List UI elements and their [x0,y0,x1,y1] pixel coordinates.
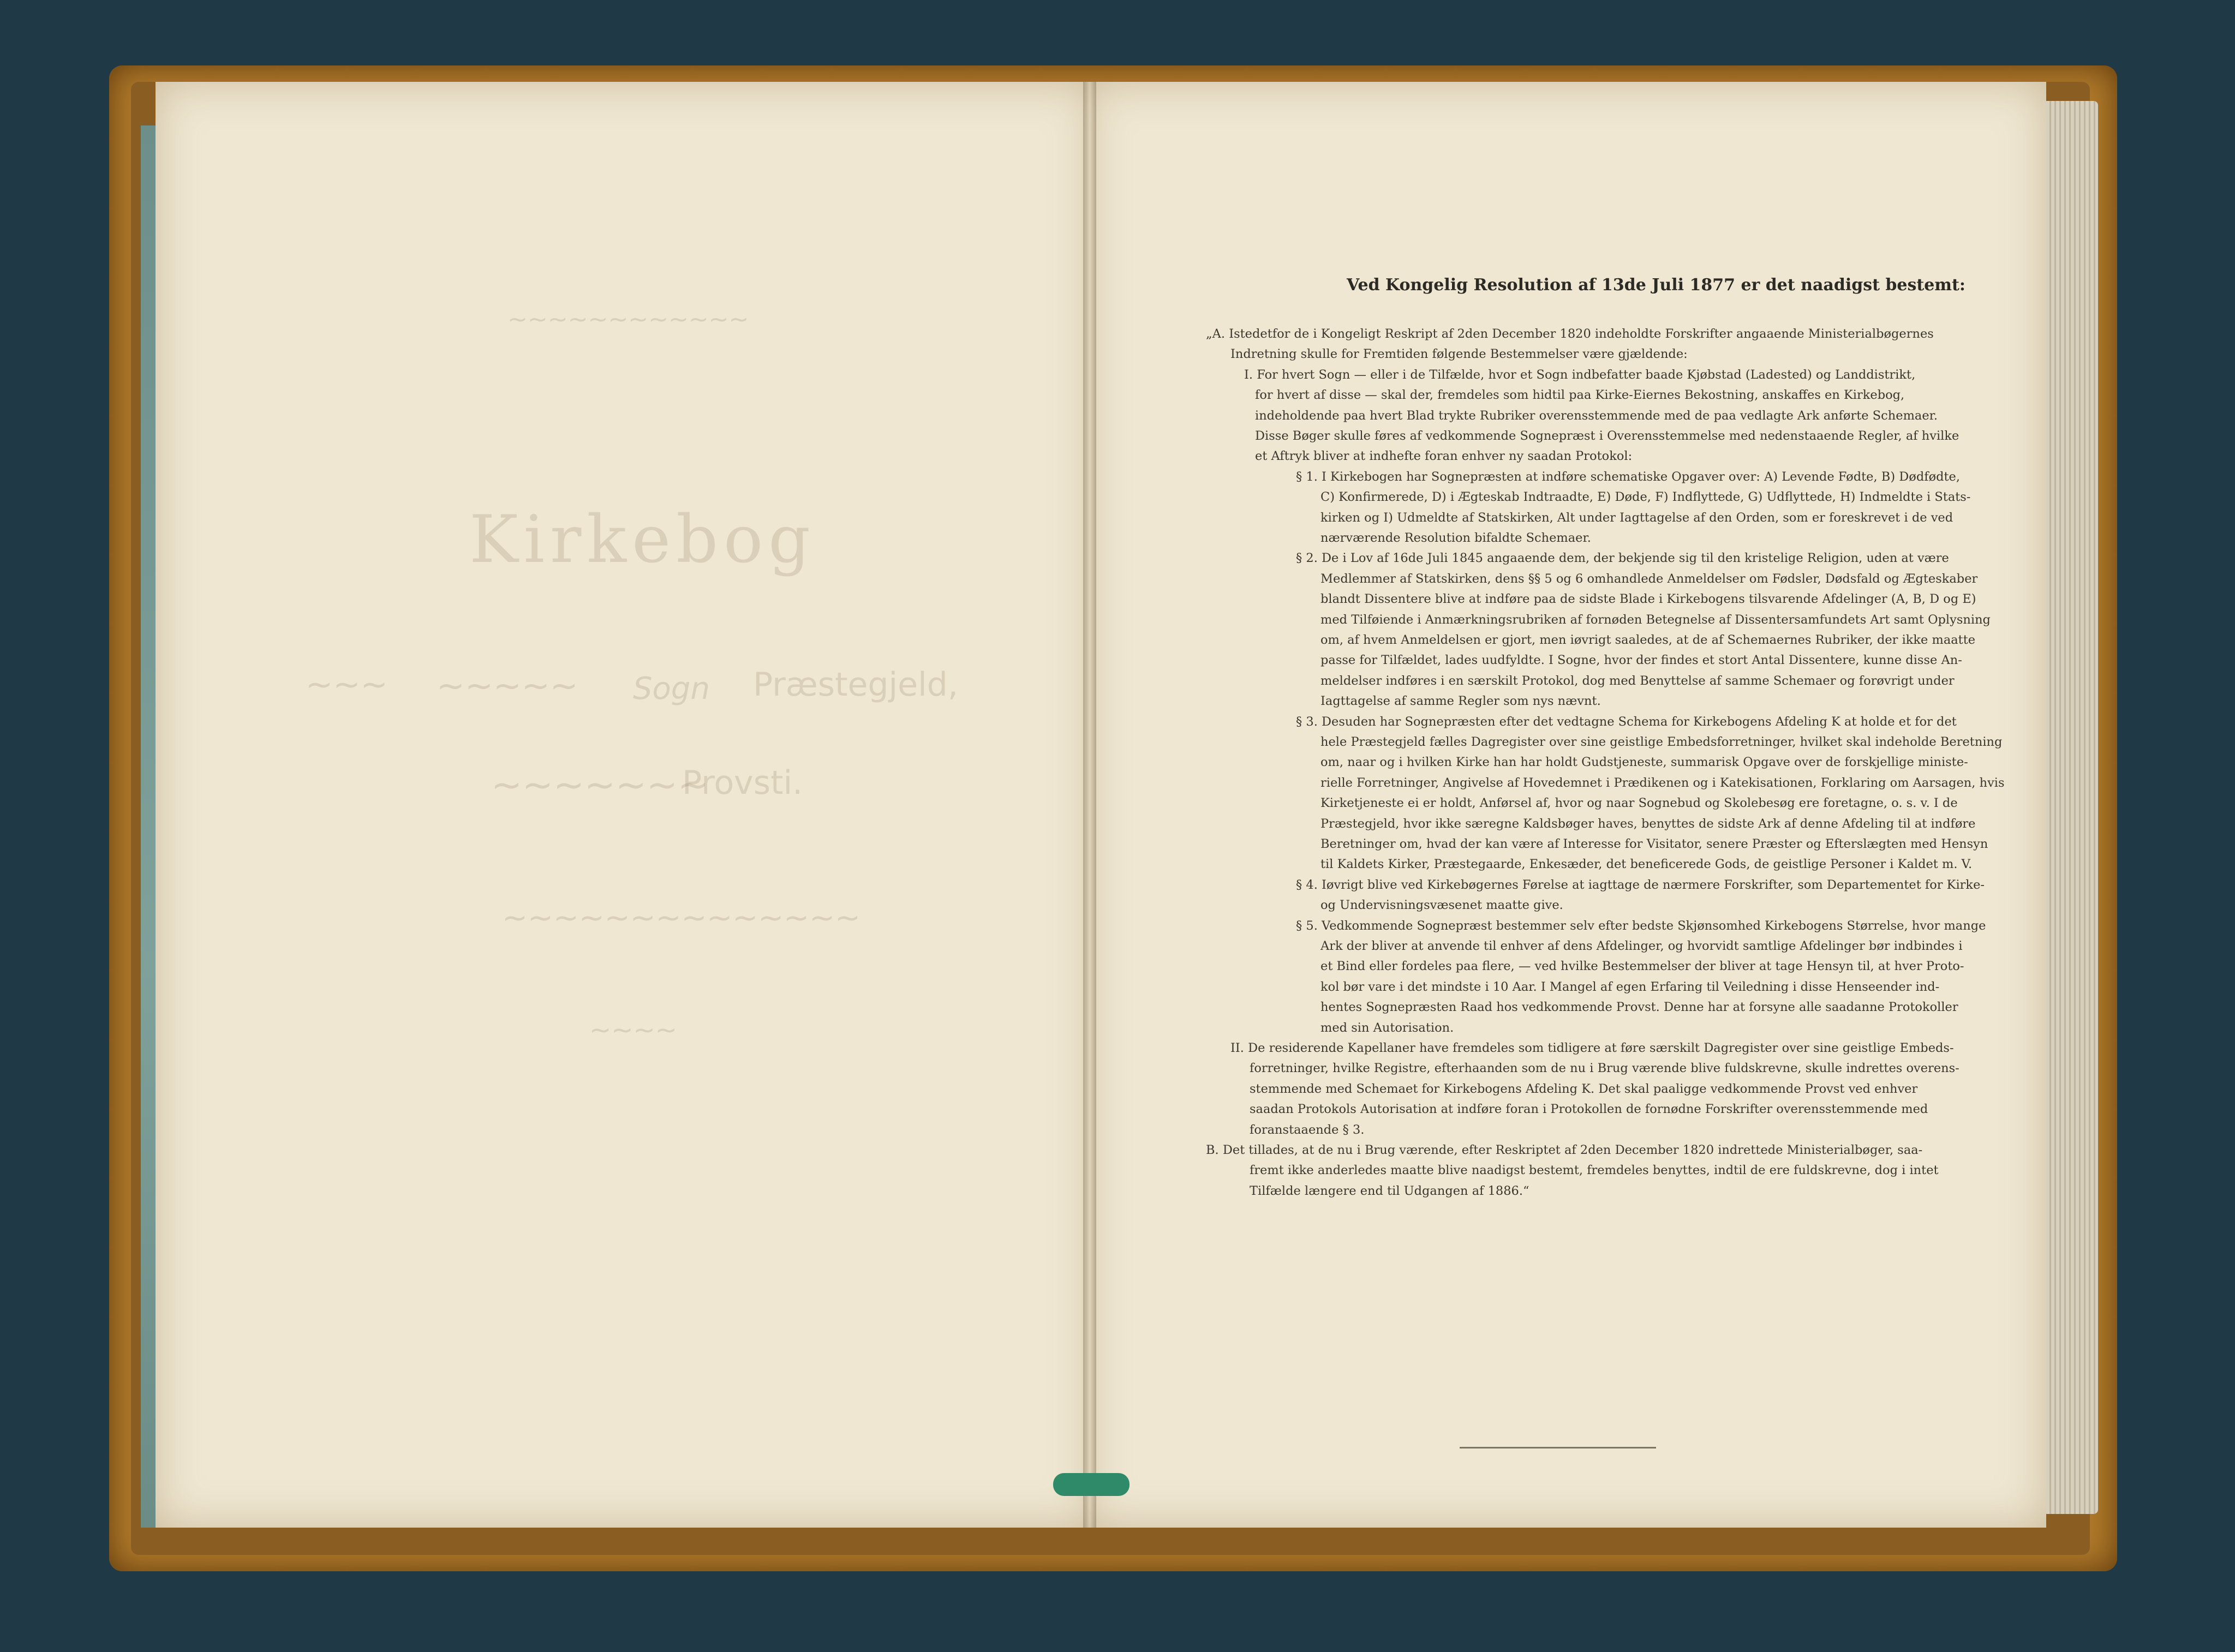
book-gutter [1083,82,1096,1528]
text-line: nærværende Resolution bifaldte Schemaer. [1320,531,1591,545]
provsti-label: Provsti. [682,764,803,802]
text-line: med Tilføiende i Anmærkningsrubriken af fornøden Betegnelse af Dissentersamfundets Art samt Oplysning [1320,613,1991,627]
faint-handwriting-2: ~~~~~ [437,666,578,705]
praestegjeld-label: Præstegjeld, [753,666,958,704]
text-line: indeholdende paa hvert Blad trykte Rubriker overensstemmende med de paa vedlagte Ark anførte Schemaer. [1255,409,1938,423]
text-line: II. De residerende Kapellaner have fremdeles som tidligere at føre særskilt Dagregister over sine geistlige Embeds- [1230,1041,1954,1055]
closing-rule [1460,1447,1656,1449]
text-line: foranstaaende § 3. [1250,1123,1365,1137]
text-line: I. For hvert Sogn — eller i de Tilfælde, hvor et Sogn indbefatter baade Kjøbstad (Ladested) og Landdistrikt, [1244,368,1916,382]
text-line: for hvert af disse — skal der, fremdeles som hidtil paa Kirke-Eiernes Bekostning, anskaffes en Kirkebog, [1255,388,1905,402]
text-line: et Bind eller fordeles paa flere, — ved hvilke Bestemmelser der bliver at tage Hensyn til, at hver Proto- [1320,959,1964,973]
text-line: til Kaldets Kirker, Præstegaarde, Enkesæder, det beneficerede Gods, de geistlige Personer i Kaldet m. V. [1320,857,1973,871]
text-line: „A. Istedetfor de i Kongeligt Reskript af 2den December 1820 indeholdte Forskrifter angaaende Ministerialbøgernes [1206,327,1934,341]
text-line: kol bør vare i det mindste i 10 Aar. I Mangel af egen Erfaring til Veiledning i disse Henseender ind- [1320,980,1940,994]
text-line: B. Det tillades, at de nu i Brug værende, efter Reskriptet af 2den December 1820 indrettede Ministerialbøger, saa- [1206,1143,1923,1157]
text-line: stemmende med Schemaet for Kirkebogens Afdeling K. Det skal paaligge vedkommende Provst ved enhver [1250,1082,1918,1096]
text-line: Disse Bøger skulle føres af vedkommende Sognepræst i Overensstemmelse med nedenstaaende Regler, af hvilke [1255,429,1959,443]
text-line: Indretning skulle for Fremtiden følgende Bestemmelser være gjældende: [1230,347,1688,361]
text-line: § 1. I Kirkebogen har Sognepræsten at indføre schematiske Opgaver over: A) Levende Fødte, B) Dødfødte, [1296,470,1961,484]
page-edges [2046,101,2098,1514]
faint-handwriting-top: ~~~~~~~~~~~~ [507,306,749,333]
sogn-label: Sogn [633,671,710,707]
text-line: og Undervisningsvæsenet maatte give. [1320,898,1563,912]
faint-handwriting-3: ~~~~~~~ [491,764,709,807]
faint-handwriting-1: ~~~ [306,666,388,704]
text-line: forretninger, hvilke Registre, efterhaanden som de nu i Brug værende blive fuldskrevne, skulle indrettes overens- [1250,1061,1959,1075]
text-line: om, af hvem Anmeldelsen er gjort, men iøvrigt saaledes, at de af Schemaernes Rubriker, der ikke maatte [1320,633,1976,647]
text-line: Præstegjeld, hvor ikke særegne Kaldsbøger haves, benyttes de sidste Ark af denne Afdeling til at indføre [1320,817,1976,831]
text-line: Ark der bliver at anvende til enhver af dens Afdelinger, og hvorvidt samtlige Afdelinger bør indbindes i [1320,939,1963,953]
text-line: Medlemmer af Statskirken, dens §§ 5 og 6 omhandlede Anmeldelser om Fødsler, Dødsfald og Ægteskaber [1320,572,1978,586]
text-line: Beretninger om, hvad der kan være af Interesse for Visitator, senere Præster og Efterslægten med Hensyn [1320,837,1988,851]
text-line: kirken og I) Udmeldte af Statskirken, Alt under Iagttagelse af den Orden, som er foreskrevet i de ved [1320,511,1953,525]
text-line: rielle Forretninger, Angivelse af Hovedemnet i Prædikenen og i Katekisationen, Forklaring om Aarsagen, hvis [1320,776,2005,790]
text-line: et Aftryk bliver at indhefte foran enhver ny saadan Protokol: [1255,449,1633,463]
text-line: § 4. Iøvrigt blive ved Kirkebøgernes Førelse at iagttage de nærmere Forskrifter, som Departementet for Kirke- [1296,878,1985,892]
left-page-title: Kirkebog [469,502,816,578]
resolution-title: Ved Kongelig Resolution af 13de Juli 1877 er det naadigst bestemt: [1347,276,1965,295]
text-line: hele Præstegjeld fælles Dagregister over sine geistlige Embedsforretninger, hvilket skal indeholde Beretning [1320,735,2003,749]
text-line: om, naar og i hvilken Kirke han har holdt Gudstjeneste, summarisk Opgave over de forskjellige ministe- [1320,755,1968,769]
binding-thread [1053,1473,1130,1496]
text-line: C) Konfirmerede, D) i Ægteskab Indtraadte, E) Døde, F) Indflyttede, G) Udflyttede, H) Indmeldte i Stats- [1320,490,1971,504]
text-line: Tilfælde længere end til Udgangen af 1886.“ [1250,1184,1529,1198]
text-line: meldelser indføres i en særskilt Protokol, dog med Benyttelse af samme Schemaer og forøvrigt under [1320,674,1955,688]
faint-handwriting-4: ~~~~~~~~~~~~~~ [502,900,860,936]
faint-handwriting-5: ~~~~ [589,1015,677,1045]
text-line: fremt ikke anderledes maatte blive naadigst bestemt, fremdeles benyttes, indtil de ere fuldskrevne, dog i intet [1250,1163,1939,1177]
text-line: § 5. Vedkommende Sognepræst bestemmer selv efter bedste Skjønsomhed Kirkebogens Størrelse, hvor mange [1296,919,1986,933]
text-line: hentes Sognepræsten Raad hos vedkommende Provst. Denne har at forsyne alle saadanne Protokoller [1320,1000,1958,1014]
text-line: Iagttagelse af samme Regler som nys nævnt. [1320,694,1601,708]
text-line: med sin Autorisation. [1320,1021,1454,1035]
text-line: passe for Tilfældet, lades uudfyldte. I Sogne, hvor der findes et stort Antal Dissentere, kunne disse An- [1320,653,1962,667]
text-line: saadan Protokols Autorisation at indføre foran i Protokollen de fornødne Forskrifter overensstemmende med [1250,1102,1928,1116]
text-line: § 3. Desuden har Sognepræsten efter det vedtagne Schema for Kirkebogens Afdeling K at holde et for det [1296,715,1957,729]
text-line: Kirketjeneste ei er holdt, Anførsel af, hvor og naar Sognebud og Skolebesøg ere foretagne, o. s. v. I de [1320,796,1958,810]
text-line: § 2. De i Lov af 16de Juli 1845 angaaende dem, der bekjende sig til den kristelige Religion, uden at være [1296,551,1949,565]
text-line: blandt Dissentere blive at indføre paa de sidste Blade i Kirkebogens tilsvarende Afdelinger (A, B, D og E) [1320,592,1976,606]
